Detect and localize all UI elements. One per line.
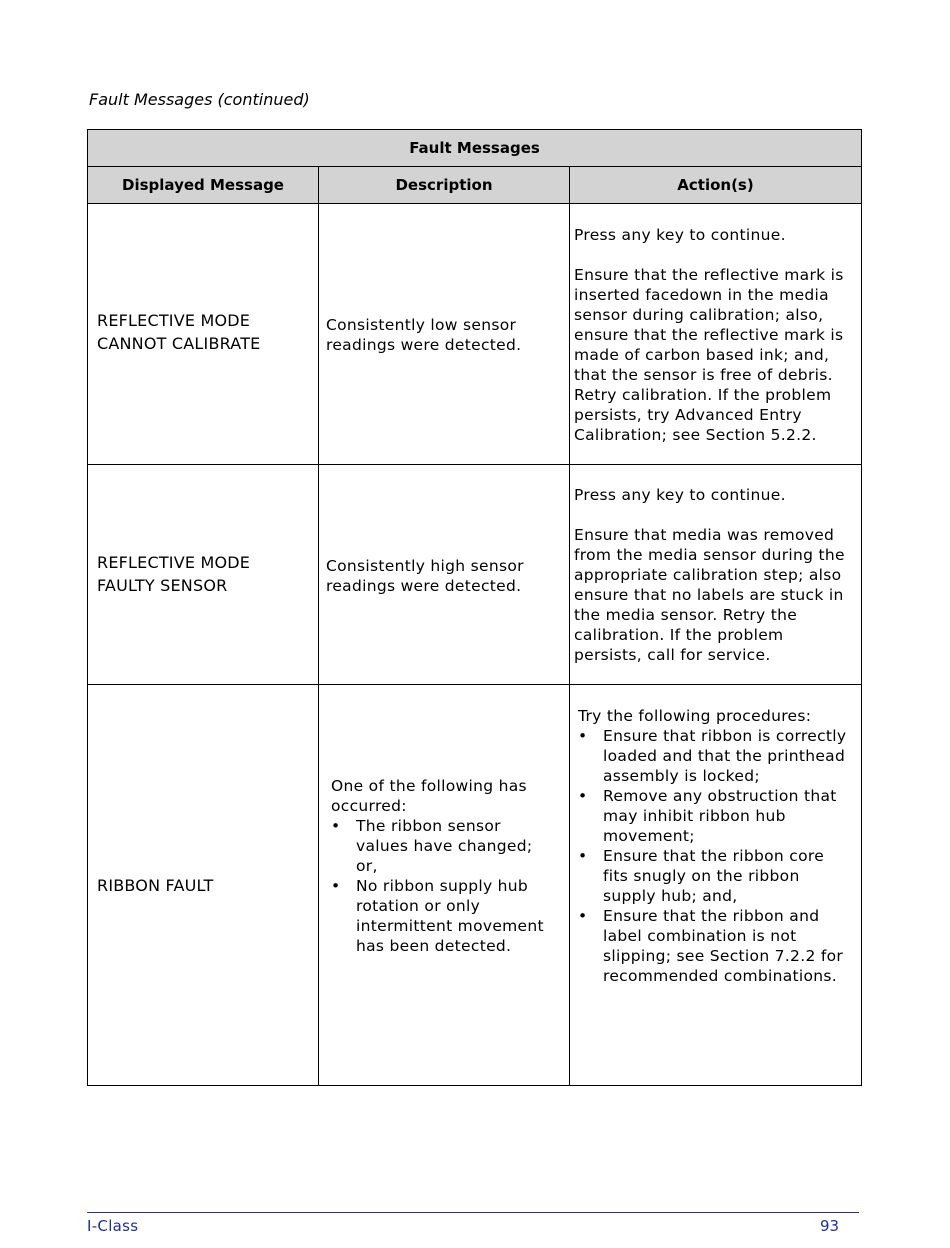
action-line: Calibration; see Section 5.2.2. [574, 426, 817, 444]
bullet-line: loaded and that the printhead [603, 747, 846, 765]
row-divider [88, 203, 861, 204]
displayed-message: RIBBON FAULT [97, 876, 214, 895]
column-divider [569, 167, 570, 1086]
bullet-line: or, [356, 857, 378, 875]
displayed-message: REFLECTIVE MODE [97, 553, 251, 572]
action-line: persists, try Advanced Entry [574, 406, 802, 424]
description-line: occurred: [331, 797, 407, 815]
action-line: Ensure that media was removed [574, 526, 835, 544]
bullet-line: has been detected. [356, 937, 512, 955]
bullet-line: rotation or only [356, 897, 481, 915]
bullet: • [331, 877, 341, 895]
action-line: appropriate calibration step; also [574, 566, 842, 584]
bullet-line: fits snugly on the ribbon [603, 867, 800, 885]
action-line: persists, call for service. [574, 646, 771, 664]
list-item [578, 726, 859, 786]
footer-product-name: I-Class [87, 1217, 139, 1235]
table-title: Fault Messages [88, 130, 861, 167]
action-line: calibration. If the problem [574, 626, 784, 644]
bullet-line: Remove any obstruction that [603, 787, 837, 805]
list-item [578, 786, 859, 846]
bullet-line: assembly is locked; [603, 767, 760, 785]
bullet-line: recommended combinations. [603, 967, 838, 985]
bullet: • [578, 847, 588, 865]
action-intro: Press any key to continue. [574, 226, 786, 244]
action-intro: Try the following procedures: [578, 707, 812, 725]
bullet: • [331, 817, 341, 835]
list-item [578, 846, 859, 906]
column-header-actions: Action(s) [570, 167, 861, 203]
action-line: ensure that no labels are stuck in [574, 586, 844, 604]
displayed-message: CANNOT CALIBRATE [97, 334, 261, 353]
description-line: Consistently high sensor [326, 557, 524, 575]
bullet-line: The ribbon sensor [356, 817, 501, 835]
description-line: readings were detected. [326, 336, 522, 354]
action-line: inserted facedown in the media [574, 286, 829, 304]
footer-divider [87, 1212, 859, 1213]
table-row [97, 309, 312, 355]
fault-messages-table [87, 129, 862, 1086]
bullet-line: Ensure that the ribbon core [603, 847, 825, 865]
displayed-message: FAULTY SENSOR [97, 576, 228, 595]
list-item [331, 876, 566, 956]
action-line: Retry calibration. If the problem [574, 386, 832, 404]
action-line: sensor during calibration; also, [574, 306, 824, 324]
action-line: the media sensor. Retry the [574, 606, 798, 624]
description-line: Consistently low sensor [326, 316, 517, 334]
bullet-line: No ribbon supply hub [356, 877, 529, 895]
column-divider [318, 167, 319, 1086]
bullet-line: Ensure that the ribbon and [603, 907, 820, 925]
column-header-description: Description [319, 167, 569, 203]
action-line: that the sensor is free of debris. [574, 366, 833, 384]
list-item [331, 816, 566, 876]
bullet-line: may inhibit ribbon hub [603, 807, 786, 825]
action-line: from the media sensor during the [574, 546, 845, 564]
table-row [97, 551, 312, 597]
description-line: One of the following has [331, 777, 527, 795]
bullet: • [578, 907, 588, 925]
action-intro: Press any key to continue. [574, 486, 786, 504]
bullet-line: label combination is not [603, 927, 797, 945]
action-line: ensure that the reflective mark is [574, 326, 844, 344]
row-divider [88, 684, 861, 685]
bullet-line: movement; [603, 827, 695, 845]
page-caption: Fault Messages (continued) [89, 90, 310, 109]
displayed-message: REFLECTIVE MODE [97, 311, 251, 330]
page-number: 93 [820, 1217, 840, 1235]
bullet: • [578, 787, 588, 805]
bullet: • [578, 727, 588, 745]
column-header-displayed-message: Displayed Message [88, 167, 318, 203]
bullet-line: intermittent movement [356, 917, 544, 935]
action-line: made of carbon based ink; and, [574, 346, 830, 364]
row-divider [88, 464, 861, 465]
description-line: readings were detected. [326, 577, 522, 595]
bullet-line: supply hub; and, [603, 887, 738, 905]
bullet-line: slipping; see Section 7.2.2 for [603, 947, 844, 965]
bullet-line: values have changed; [356, 837, 533, 855]
list-item [578, 906, 859, 986]
action-line: Ensure that the reflective mark is [574, 266, 844, 284]
table-row [97, 874, 312, 897]
bullet-line: Ensure that ribbon is correctly [603, 727, 847, 745]
